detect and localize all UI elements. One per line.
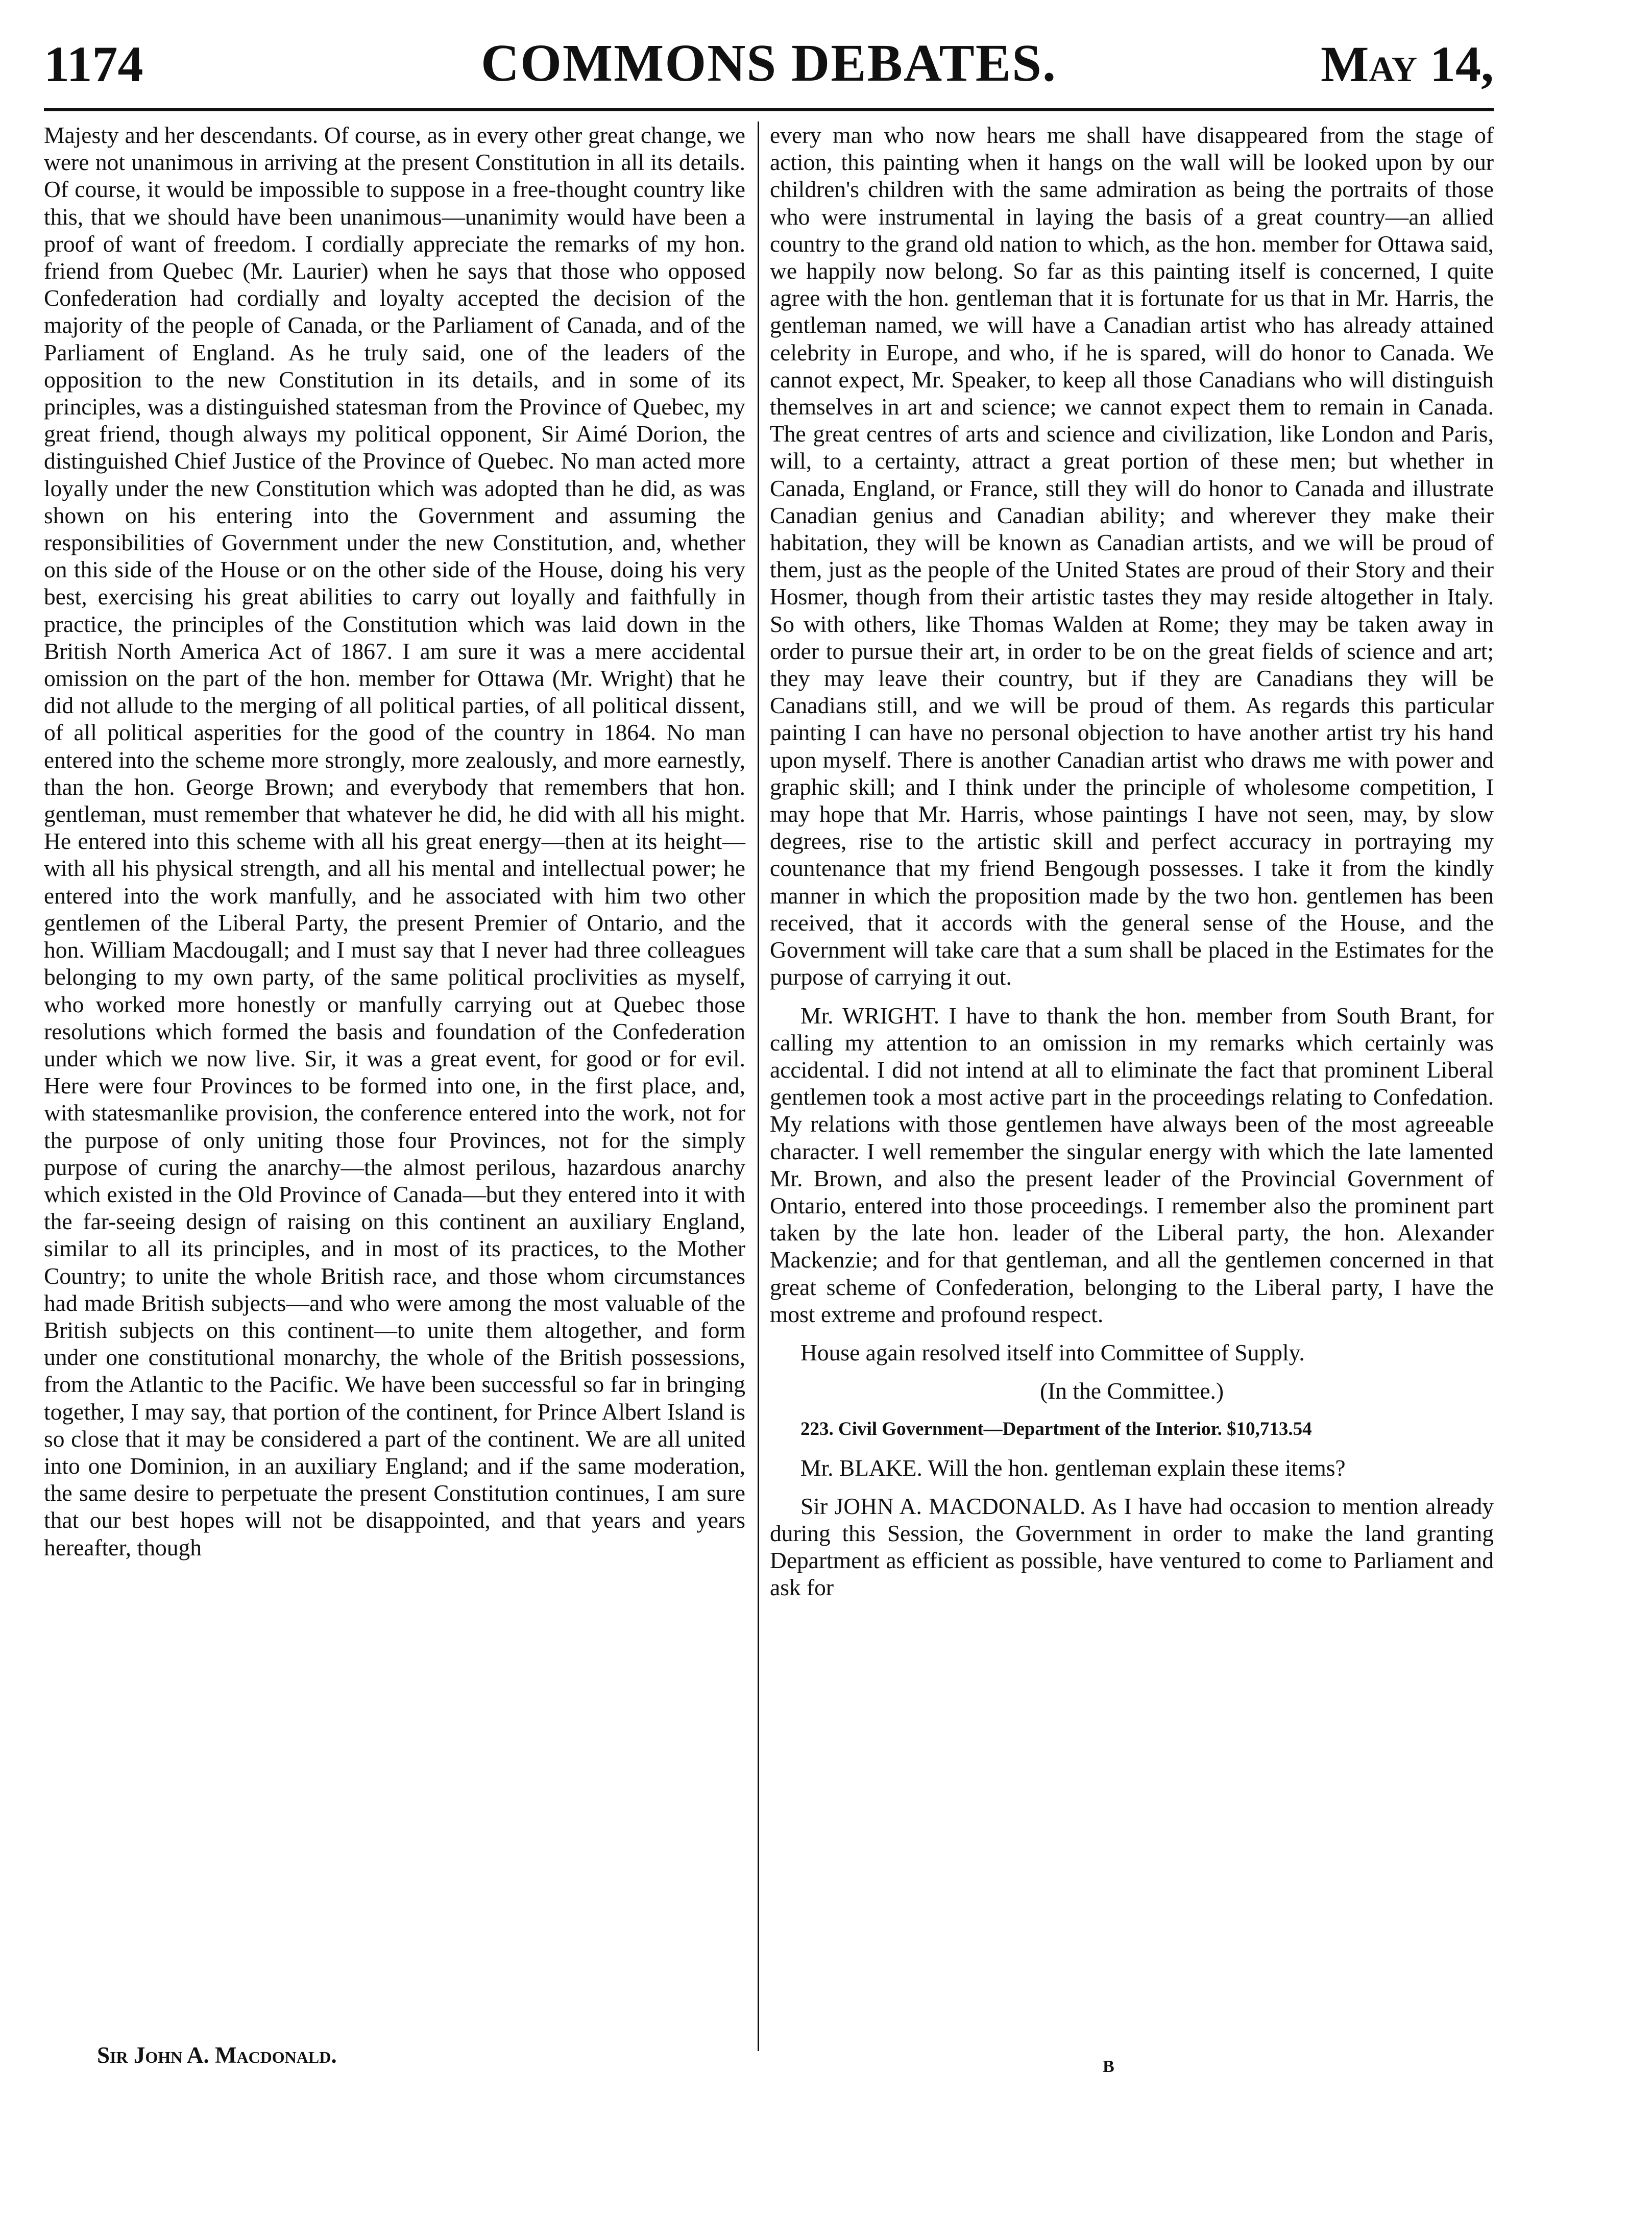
estimate-item: 223. Civil Government—Department of the Interior. $10,713.54 xyxy=(800,1419,1312,1440)
column-divider xyxy=(758,121,759,2051)
speaker-wright: Mr. WRIGHT. xyxy=(800,1002,940,1029)
speaker-blake: Mr. BLAKE. xyxy=(800,1454,922,1481)
header-date: May 14, xyxy=(1320,36,1494,92)
committee-resolution: House again resolved itself into Committee of Supply. xyxy=(800,1339,1305,1365)
wright-text: I have to thank the hon. member from South Brant, for calling my attention to an omission in my remarks which certainly was accidental. I did not intend at all to eliminate the fact that prominent Liberal gentlemen took a most active part in the proceedings relating to Confedation. My relations with those gentlemen have always been of the most agreeable character. I well remember the singular energy with which the late lamented Mr. Brown, and also the present leader of the Provincial Government of Ontario, entered into those proceedings. I remember also the prominent part taken by the late hon. leader of the Liberal party, the hon. Alexander Mackenzie; and for that gentleman, and all the gentlemen concerned in that great scheme of Confederation, belonging to the Liberal party, I have the most extreme and profound respect. xyxy=(770,1002,1494,1327)
in-committee-heading: (In the Committee.) xyxy=(1039,1378,1224,1404)
right-column xyxy=(770,121,1494,1601)
page-header xyxy=(44,29,1494,105)
wright-paragraph xyxy=(770,1002,1494,1328)
left-paragraph-1: Majesty and her descendants. Of course, as in every other great change, we were not unanimous in arriving at the present Constitution in all its details. Of course, it would be impossible to suppose in a free-thought country like this, that we should have been unanimous—unanimity would have been a proof of want of freedom. I cordially appreciate the remarks of my hon. friend from Quebec (Mr. Laurier) when he says that those who opposed Confederation had cordially and loyalty accepted the decision of the majority of the people of Canada, or the Parliament of Canada, and of the Parliament of England. As he truly said, one of the leaders of the opposition to the new Constitution in its details, and in some of its principles, was a distinguished statesman from the Province of Quebec, my great friend, though always my political opponent, Sir Aimé Dorion, the distinguished Chief Justice of the Province of Quebec. No man acted more loyally under the new Constitution which was adopted than he did, as was shown on his entering into the Government and assuming the responsibilities of Government under the new Constitution, and, whether on this side of the House or on the other side of the House, doing his very best, exercising his great abilities to carry out loyally and faithfully in practice, the principles of the Constitution which was laid down in the British North America Act of 1867. I am sure it was a mere accidental omission on the part of the hon. member for Ottawa (Mr. Wright) that he did not allude to the merging of all political parties, of all political dissent, of all political asperities for the good of the country in 1864. No man entered into the scheme more strongly, more zealously, and more earnestly, than the hon. George Brown; and everybody that remembers that hon. gentleman, must remember that whatever he did, he did with all his might. He entered into this scheme with all his great energy—then at its height—with all his physical strength, and all his mental and intellectual power; he entered into the work manfully, and he associated with him two other gentlemen of the Liberal Party, the present Premier of Ontario, and the hon. William Macdougall; and I must say that I never had three colleagues belonging to my own party, of the same political proclivities as myself, who worked more honestly or manfully carrying out at Quebec those resolutions which formed the basis and foundation of the Confederation under which we now live. Sir, it was a great event, for good or for evil. Here were four Provinces to be formed into one, in the first place, and, with statesmanlike provision, the conference entered into the work, not for the purpose of only uniting those four Provinces, not for the simply purpose of curing the anarchy—the almost perilous, hazardous anarchy which existed in the Old Province of Canada—but they entered into it with the far-seeing design of raising on this continent an auxiliary England, similar to all its principles, and in most of its practices, to the Mother Country; to unite the whole British race, and those whom circumstances had made British subjects—and who were among the most valuable of the British subjects on this continent—to unite them altogether, and form under one constitutional monarchy, the whole of the British possessions, from the Atlantic to the Pacific. We have been successful so far in bringing together, I may say, that portion of the continent, for Prince Albert Island is so close that it may be considered a part of the continent. We are all united into one Dominion, in an auxiliary England; and if the same moderation, the same desire to perpetuate the present Constitution continues, I am sure that our best hopes will not be disappointed, and that years and years hereafter, though xyxy=(44,122,745,1560)
left-column xyxy=(44,121,745,1561)
publication-title: COMMONS DEBATES. xyxy=(481,34,1057,92)
macdonald-text: As I have had occasion to mention already during this Session, the Government in order to make the land granting Department as efficient as possible, have ventured to come to Parliament and ask for xyxy=(770,1493,1494,1601)
right-paragraph-1: every man who now hears me shall have disappeared from the stage of action, this painting when it hangs on the wall will be looked upon by our children's children with the same admiration as being the portraits of those who were instrumental in laying the basis of a great country—an allied country to the grand old nation to which, as the hon. member for Ottawa said, we happily now belong. So far as this painting itself is concerned, I quite agree with the hon. gentleman that it is fortunate for us that in Mr. Harris, the gentleman named, we will have a Canadian artist who has already attained celebrity in Europe, and who, if he is spared, will do honor to Canada. We cannot expect, Mr. Speaker, to keep all those Canadians who will distinguish themselves in art and science; we cannot expect them to remain in Canada. The great centres of arts and science and civilization, like London and Paris, will, to a certainty, attract a great portion of these men; but whether in Canada, England, or France, still they will do honor to Canada and illustrate Canadian genius and Canadian ability; and wherever they make their habitation, they will be known as Canadian artists, and we will be proud of them, just as the people of the United States are proud of their Story and their Hosmer, though from their artistic tastes they may reside altogether in Italy. So with others, like Thomas Walden at Rome; they may be taken away in order to pursue their art, in order to be on the great fields of science and art; they may leave their country, but if they are Canadians they will be Canadians still, and we will be proud of them. As regards this particular painting I can have no personal objection to have another artist try his hand upon myself. There is another Canadian artist who draws me with power and graphic skill; and I think under the principle of wholesome competition, I may hope that Mr. Harris, whose paintings I have not seen, may, by slow degrees, rise to the artistic skill and perfect accuracy in portraying my countenance that my friend Bengough possesses. I take it from the kindly manner in which the proposition made by the two hon. gentlemen has been received, that it accords with the general sense of the House, and the Government will take care that a sum shall be placed in the Estimates for the purpose of carrying it out. xyxy=(770,122,1494,990)
blake-text: Will the hon. gentleman explain these items? xyxy=(922,1454,1346,1481)
running-head-footer: Sir John A. Macdonald. xyxy=(97,2042,337,2068)
macdonald-paragraph xyxy=(770,1493,1494,1601)
page-number: 1174 xyxy=(44,36,143,92)
header-rule xyxy=(44,108,1494,111)
blake-paragraph xyxy=(770,1454,1494,1481)
speaker-macdonald: Sir JOHN A. MACDONALD. xyxy=(800,1493,1086,1519)
signature-mark: B xyxy=(1103,2057,1114,2076)
